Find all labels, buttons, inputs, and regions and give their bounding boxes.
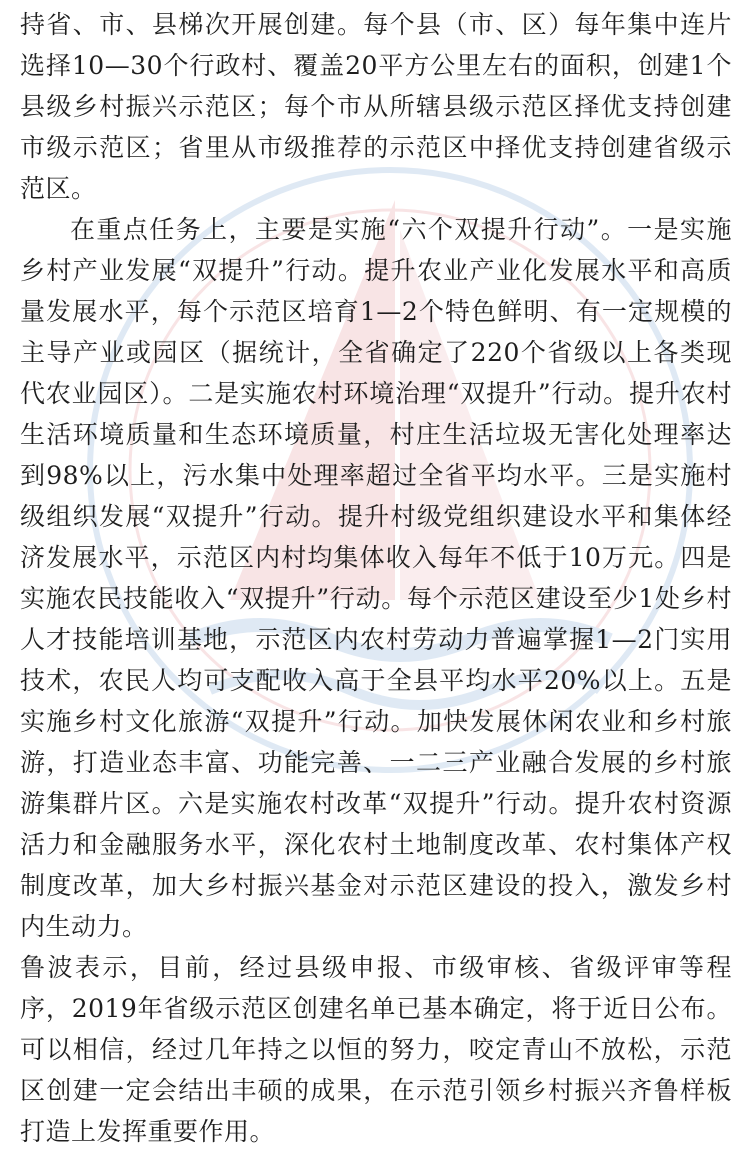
paragraph-3: 鲁波表示，目前，经过县级申报、市级审核、省级评审等程序，2019年省级示范区创建名单已基本确定，将于近日公布。可以相信，经过几年持之以恒的努力，咬定青山不放松，示范区创建一定会结出丰硕的成果，在示范引领乡村振兴齐鲁样板打造上发挥重要作用。 — [20, 953, 732, 1146]
paragraph-1: 持省、市、县梯次开展创建。每个县（市、区）每年集中连片选择10—30个行政村、覆盖20平方公里左右的面积，创建1个县级乡村振兴示范区；每个市从所辖县级示范区择优支持创建市级示范区；省里从市级推荐的示范区中择优支持创建省级示范区。 — [20, 10, 732, 203]
paragraph-2: 在重点任务上，主要是实施“六个双提升行动”。一是实施乡村产业发展“双提升”行动。提升农业产业化发展水平和高质量发展水平，每个示范区培育1—2个特色鲜明、有一定规模的主导产业或园区（据统计，全省确定了220个省级以上各类现代农业园区）。二是实施农村环境治理“双提升”行动。提升农村生活环境质量和生态环境质量，村庄生活垃圾无害化处理率达到98%以上，污水集中处理率超过全省平均水平。三是实施村级组织发展“双提升”行动。提升村级党组织建设水平和集体经济发展水平，示范区内村均集体收入每年不低于10万元。四是实施农民技能收入“双提升”行动。每个示范区建设至少1处乡村人才技能培训基地，示范区内农村劳动力普遍掌握1—2门实用技术，农民人均可支配收入高于全县平均水平20%以上。五是实施乡村文化旅游“双提升”行动。加快发展休闲农业和乡村旅游，打造业态丰富、功能完善、一二三产业融合发展的乡村旅游集群片区。六是实施农村改革“双提升”行动。提升农村资源活力和金融服务水平，深化农村土地制度改革、农村集体产权制度改革，加大乡村振兴基金对示范区建设的投入，激发乡村内生动力。 — [20, 215, 732, 941]
article-body — [20, 4, 732, 1152]
